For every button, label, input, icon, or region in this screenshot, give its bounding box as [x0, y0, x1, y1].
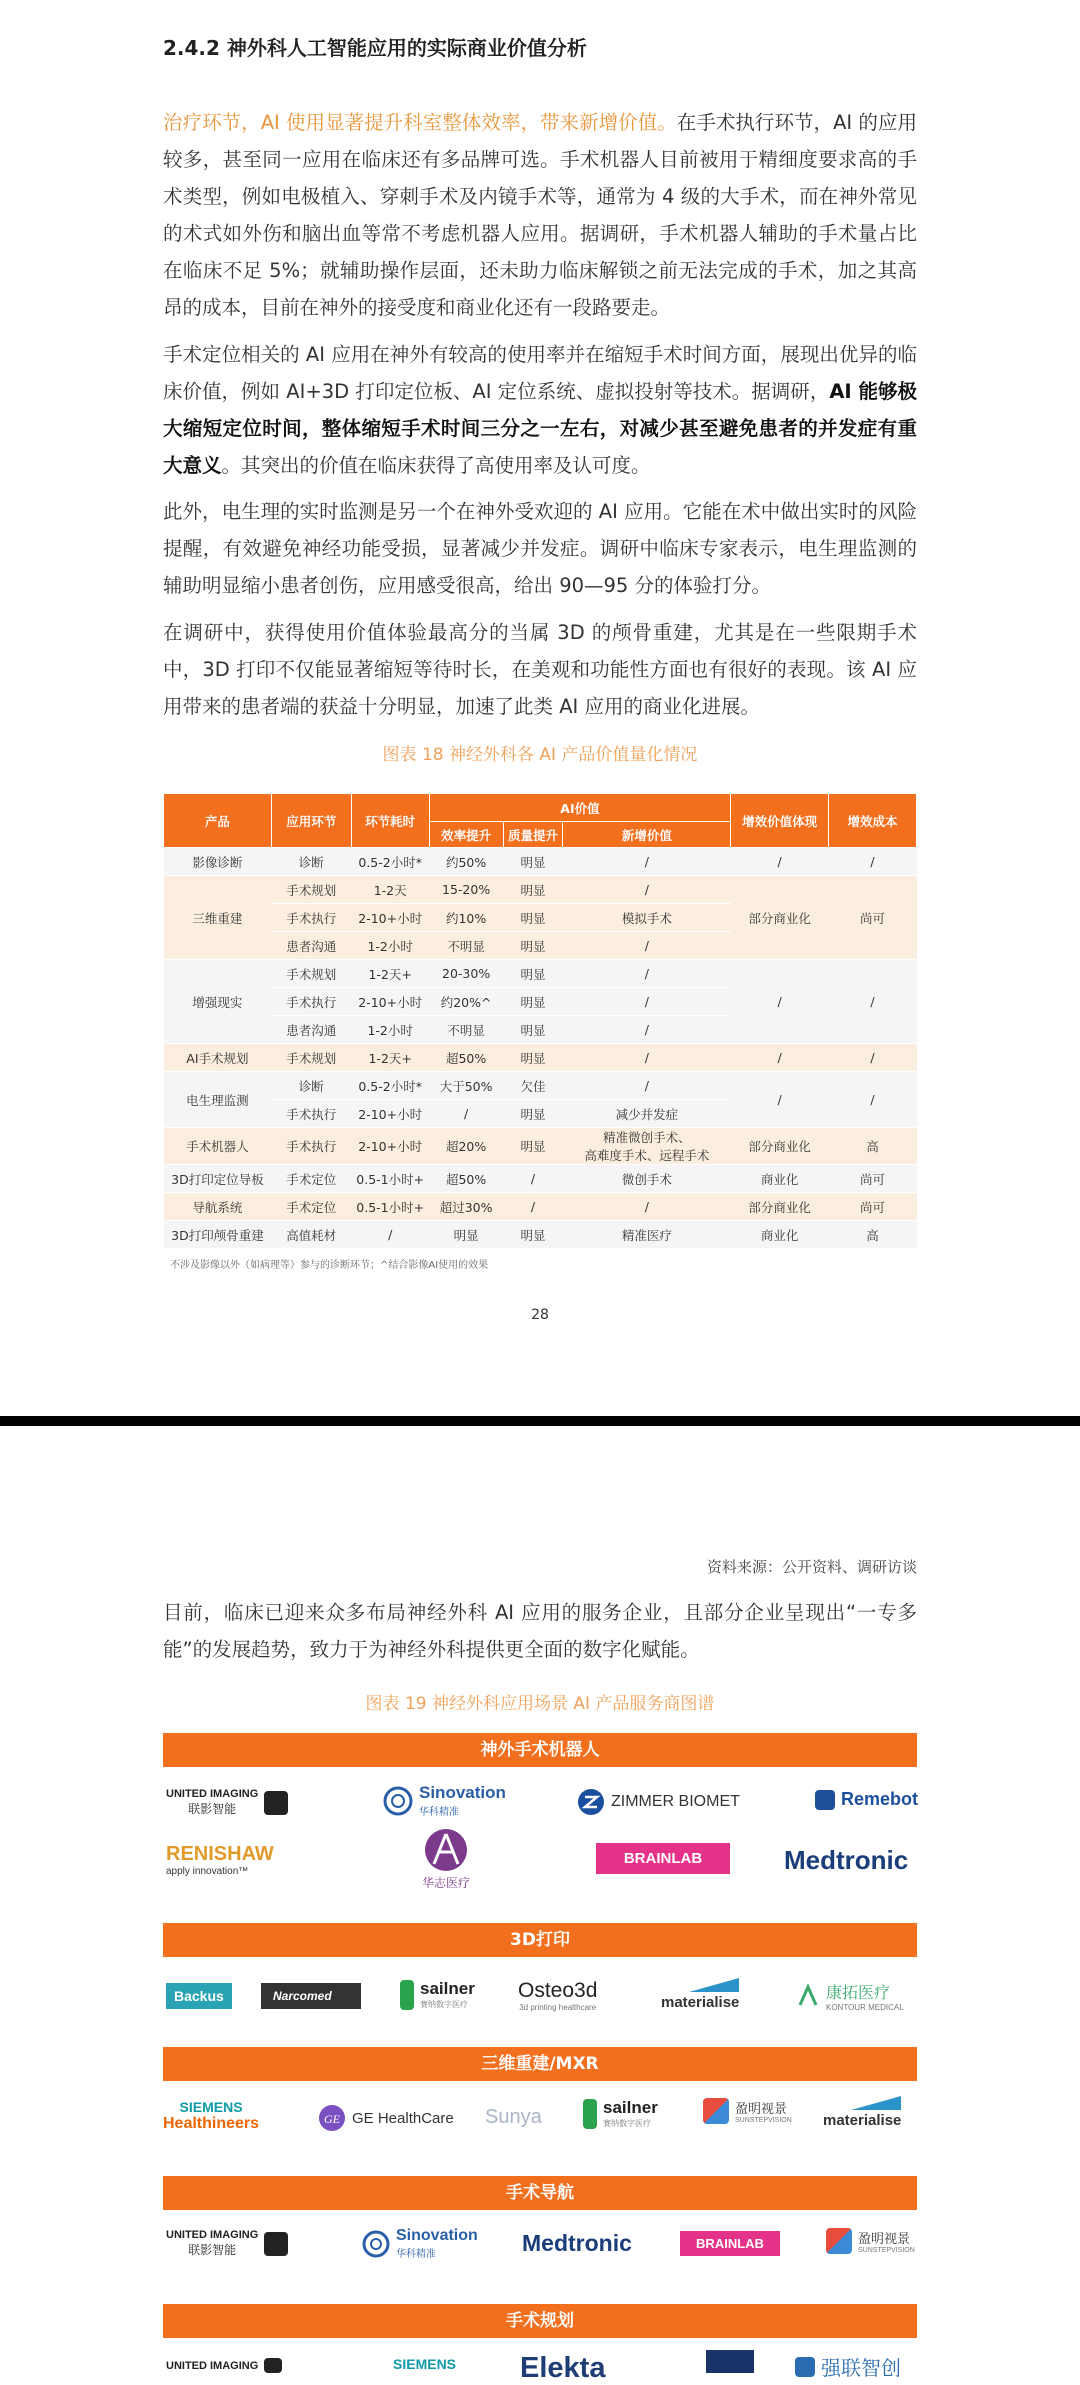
cell-stage: 手术规划 [271, 1044, 351, 1072]
logo-sailner-2: sailner 赛纳数字医疗 [583, 2098, 658, 2129]
table-row [164, 876, 917, 904]
remebot-icon [815, 1790, 835, 1810]
cell-quality: 明显 [503, 904, 563, 932]
cell-quality: 明显 [503, 1221, 563, 1249]
sailner-icon [583, 2099, 597, 2129]
cell-new-value: / [563, 1072, 731, 1100]
logo-huazhi: 华志医疗 [420, 1828, 472, 1891]
cell-time: 0.5-2小时* [351, 1072, 429, 1100]
cell-efficiency: 超50% [429, 1044, 503, 1072]
cell-cost: 高 [829, 1128, 917, 1165]
cell-product: 增强现实 [164, 960, 272, 1044]
cell-efficiency: 明显 [429, 1221, 503, 1249]
united-imaging-icon [264, 2358, 282, 2373]
header-ai-value: AI价值 [429, 794, 731, 822]
cell-stage: 手术执行 [271, 1128, 351, 1165]
kontour-icon [796, 1983, 820, 2009]
cell-cost: 尚可 [829, 1193, 917, 1221]
cell-stage: 手术规划 [271, 876, 351, 904]
cell-new-value: 精准微创手术、 高难度手术、远程手术 [563, 1128, 731, 1165]
cell-quality: 明显 [503, 1044, 563, 1072]
cell-stage: 患者沟通 [271, 1016, 351, 1044]
para1-text: 在手术执行环节，AI 的应用较多，甚至同一应用在临床还有多品牌可选。手术机器人目前被用于精细度要求高的手术类型，例如电极植入、穿刺手术及内镜手术等，通常为 4 级的大手术，而在神外常见的术式如外伤和脑出血等常不考虑机器人应用。据调研，手术机器人辅助的手术量占比在临床不足 5%；就辅助操作层面，还未助力临床解锁之前无法完成的手术，加之其高昂的成本，目前在神外的接受度和商业化还有一段路要走。 [163, 111, 917, 319]
cell-stage: 诊断 [271, 1072, 351, 1100]
header-efficiency: 效率提升 [429, 822, 503, 848]
header-stage: 应用环节 [271, 794, 351, 848]
cell-stage: 诊断 [271, 848, 351, 876]
cell-cost: / [829, 1072, 917, 1128]
logo-brainlab-2: BRAINLAB [680, 2231, 780, 2256]
cell-new-value: / [563, 876, 731, 904]
cell-product: 导航系统 [164, 1193, 272, 1221]
materialise-icon [689, 1978, 739, 1992]
sunstepvision-icon [703, 2098, 729, 2124]
logo-elekta: Elekta [520, 2352, 606, 2384]
logo-united-imaging: UNITED IMAGING 联影智能 [166, 1788, 288, 1817]
cell-product: 3D打印定位导板 [164, 1165, 272, 1193]
cell-efficiency: 超20% [429, 1128, 503, 1165]
cell-new-value: 减少并发症 [563, 1100, 731, 1128]
logo-sinovation-2: Sinovation 华科精准 [362, 2227, 478, 2260]
sinovation-icon [383, 1786, 413, 1816]
logo-sinovation: Sinovation 华科精准 [383, 1783, 506, 1818]
cell-quality: 明显 [503, 1128, 563, 1165]
united-imaging-icon [264, 2232, 288, 2256]
logo-medtronic-2: Medtronic [522, 2230, 632, 2256]
paragraph-1 [163, 104, 917, 326]
header-value-shown: 增效价值体现 [731, 794, 829, 848]
cell-time: 1-2天+ [351, 960, 429, 988]
cell-cost: 尚可 [829, 1165, 917, 1193]
united-imaging-icon [264, 1791, 288, 1815]
logo-sailner: sailner 赛纳数字医疗 [400, 1979, 475, 2010]
logo-medtronic: Medtronic [784, 1845, 909, 1875]
cell-quality: / [503, 1165, 563, 1193]
logo-united-imaging-3: UNITED IMAGING [166, 2358, 282, 2373]
logo-sunya: Sunya [485, 2106, 542, 2128]
cell-stage: 手术规划 [271, 960, 351, 988]
cell-efficiency: 15-20% [429, 876, 503, 904]
paragraph-5 [163, 1594, 917, 1668]
cell-time: 2-10+小时 [351, 904, 429, 932]
band-3d-reconstruction: 三维重建/MXR [163, 2047, 917, 2081]
cell-efficiency: 约10% [429, 904, 503, 932]
cell-value-shown: 部分商业化 [731, 1193, 829, 1221]
cell-new-value: / [563, 988, 731, 1016]
paragraph-2 [163, 336, 917, 484]
cell-efficiency: 约20%^ [429, 988, 503, 1016]
cell-value-shown: 部分商业化 [731, 1128, 829, 1165]
band-3d-printing: 3D打印 [163, 1923, 917, 1957]
cell-value-shown: / [731, 960, 829, 1044]
cell-efficiency: / [429, 1100, 503, 1128]
materialise-icon [851, 2096, 901, 2110]
badge-icon [706, 2350, 754, 2373]
cell-time: 2-10+小时 [351, 1100, 429, 1128]
logo-materialise: materialise [661, 1978, 739, 2011]
cell-efficiency: 约50% [429, 848, 503, 876]
para4-text: 在调研中，获得使用价值体验最高分的当属 3D 的颅骨重建，尤其是在一些限期手术中，3D 打印不仅能显著缩短等待时长，在美观和功能性方面也有很好的表现。该 AI 应用带来的患者端的获益十分明显，加速了此类 AI 应用的商业化进展。 [163, 621, 917, 718]
logo-narcomed: Narcomed [261, 1983, 361, 2009]
cell-new-value: 微创手术 [563, 1165, 731, 1193]
cell-time: / [351, 1221, 429, 1249]
sailner-icon [400, 1980, 414, 2010]
cell-efficiency: 20-30% [429, 960, 503, 988]
figure-18-caption: 图表 18 神经外科各 AI 产品价值量化情况 [382, 745, 698, 765]
band-surgical-planning: 手术规划 [163, 2304, 917, 2338]
cell-efficiency: 超50% [429, 1165, 503, 1193]
table-row [164, 1165, 917, 1193]
cell-time: 1-2天 [351, 876, 429, 904]
cell-time: 0.5-1小时+ [351, 1165, 429, 1193]
source-note: 资料来源：公开资料、调研访谈 [706, 1558, 917, 1576]
header-quality: 质量提升 [503, 822, 563, 848]
sunstepvision-icon [826, 2228, 852, 2254]
table-row [164, 1128, 917, 1165]
header-new-value: 新增价值 [563, 822, 731, 848]
table-row [164, 1072, 917, 1100]
logo-united-imaging-2: UNITED IMAGING 联影智能 [166, 2229, 288, 2258]
logo-siemens-healthineers: SIEMENS Healthineers [163, 2099, 260, 2132]
paragraph-3 [163, 493, 917, 604]
cell-new-value: / [563, 960, 731, 988]
cell-quality: 明显 [503, 848, 563, 876]
table-note: 不涉及影像以外（如病理等）参与的诊断环节；^结合影像AI使用的效果 [170, 1260, 489, 1271]
logo-backus: Backus [166, 1983, 232, 2009]
table-row [164, 1044, 917, 1072]
cell-quality: 明显 [503, 1016, 563, 1044]
header-cost: 增效成本 [829, 794, 917, 848]
cell-stage: 手术定位 [271, 1165, 351, 1193]
page-divider [0, 1416, 1080, 1426]
cell-time: 0.5-1小时+ [351, 1193, 429, 1221]
logo-brainlab: BRAINLAB [596, 1843, 730, 1874]
svg-text:GE: GE [324, 2112, 340, 2126]
logo-renishaw: RENISHAW apply innovation™ [166, 1843, 274, 1877]
cell-time: 1-2小时 [351, 932, 429, 960]
cell-new-value: 精准医疗 [563, 1221, 731, 1249]
logo-osteo3d: Osteo3d 3d printing healthcare [518, 1979, 598, 2012]
logo-planning-badge [706, 2350, 754, 2373]
figure-19-caption: 图表 19 神经外科应用场景 AI 产品服务商图谱 [365, 1694, 715, 1714]
cell-cost: 尚可 [829, 876, 917, 960]
band-surgical-navigation: 手术导航 [163, 2176, 917, 2210]
table-row [164, 1221, 917, 1249]
logo-sunstepvision-2: 盈明视景 SUNSTEPVISION [826, 2228, 915, 2254]
ai-value-table [163, 793, 917, 1249]
cell-product: 三维重建 [164, 876, 272, 960]
cell-cost: / [829, 960, 917, 1044]
cell-time: 1-2小时 [351, 1016, 429, 1044]
cell-efficiency: 大于50% [429, 1072, 503, 1100]
cell-new-value: / [563, 932, 731, 960]
cell-value-shown: / [731, 1044, 829, 1072]
cell-product: 手术机器人 [164, 1128, 272, 1165]
header-product: 产品 [164, 794, 272, 848]
cell-quality: 明显 [503, 988, 563, 1016]
cell-new-value: / [563, 1193, 731, 1221]
cell-cost: 高 [829, 1221, 917, 1249]
logo-kontour: 康拓医疗 KONTOUR MEDICAL [796, 1980, 904, 2012]
cell-value-shown: 商业化 [731, 1221, 829, 1249]
highlight-text: 治疗环节，AI 使用显著提升科室整体效率，带来新增价值。 [163, 111, 677, 134]
huazhi-icon [420, 1828, 472, 1872]
cell-new-value: / [563, 848, 731, 876]
cell-product: AI手术规划 [164, 1044, 272, 1072]
cell-quality: / [503, 1193, 563, 1221]
para2-text-c: 。其突出的价值在临床获得了高使用率及认可度。 [221, 454, 651, 477]
cell-efficiency: 超过30% [429, 1193, 503, 1221]
cell-product: 3D打印颅骨重建 [164, 1221, 272, 1249]
cell-stage: 手术执行 [271, 904, 351, 932]
cell-efficiency: 不明显 [429, 932, 503, 960]
cell-time: 2-10+小时 [351, 988, 429, 1016]
section-title: 2.4.2 神外科人工智能应用的实际商业价值分析 [163, 36, 587, 60]
cell-new-value: / [563, 1016, 731, 1044]
cell-new-value: / [563, 1044, 731, 1072]
cell-quality: 明显 [503, 1100, 563, 1128]
cell-product: 电生理监测 [164, 1072, 272, 1128]
cell-stage: 高值耗材 [271, 1221, 351, 1249]
cell-quality: 明显 [503, 932, 563, 960]
para2-text-a: 手术定位相关的 AI 应用在神外有较高的使用率并在缩短手术时间方面，展现出优异的临床价值，例如 AI+3D 打印定位板、AI 定位系统、虚拟投射等技术。据调研， [163, 343, 917, 403]
cell-cost: / [829, 848, 917, 876]
cell-value-shown: / [731, 848, 829, 876]
zimmer-icon [577, 1788, 605, 1816]
logo-ge-healthcare: GE GE HealthCare [318, 2104, 454, 2132]
cell-time: 2-10+小时 [351, 1128, 429, 1165]
logo-materialise-2: materialise [823, 2096, 901, 2129]
logo-sunstepvision: 盈明视景 SUNSTEPVISION [703, 2098, 792, 2124]
page-number: 28 [531, 1307, 549, 1323]
cell-time: 0.5-2小时* [351, 848, 429, 876]
paragraph-4 [163, 614, 917, 725]
para5-text: 目前，临床已迎来众多布局神经外科 AI 应用的服务企业，且部分企业呈现出“一专多能”的发展趋势，致力于为神经外科提供更全面的数字化赋能。 [163, 1601, 917, 1661]
para2-bold: AI 能够极大缩短定位时间，整体缩短手术时间三分之一左右，对减少甚至避免患者的并发症有重大意义 [163, 380, 917, 477]
cell-product: 影像诊断 [164, 848, 272, 876]
logo-zimmer-biomet: ZIMMER BIOMET [577, 1788, 740, 1816]
table-row [164, 1193, 917, 1221]
cell-value-shown: / [731, 1072, 829, 1128]
ge-icon [318, 2104, 346, 2132]
cell-quality: 明显 [503, 876, 563, 904]
cell-stage: 手术定位 [271, 1193, 351, 1221]
header-time: 环节耗时 [351, 794, 429, 848]
cell-new-value: 模拟手术 [563, 904, 731, 932]
band-surgical-robot: 神外手术机器人 [163, 1733, 917, 1767]
table-row [164, 848, 917, 876]
cell-quality: 明显 [503, 960, 563, 988]
cell-stage: 患者沟通 [271, 932, 351, 960]
cell-value-shown: 部分商业化 [731, 876, 829, 960]
cell-cost: / [829, 1044, 917, 1072]
sinovation-icon [362, 2230, 390, 2258]
cell-efficiency: 不明显 [429, 1016, 503, 1044]
para3-text: 此外，电生理的实时监测是另一个在神外受欢迎的 AI 应用。它能在术中做出实时的风险提醒，有效避免神经功能受损，显著减少并发症。调研中临床专家表示，电生理监测的辅助明显缩小患者创伤，应用感受很高，给出 90—95 分的体验打分。 [163, 500, 917, 597]
cell-stage: 手术执行 [271, 988, 351, 1016]
cell-value-shown: 商业化 [731, 1165, 829, 1193]
table-row [164, 960, 917, 988]
logo-qianglian: 强联智创 [795, 2352, 901, 2381]
logo-remebot: Remebot [815, 1789, 918, 1810]
cell-stage: 手术执行 [271, 1100, 351, 1128]
qianglian-icon [795, 2357, 815, 2377]
cell-quality: 欠佳 [503, 1072, 563, 1100]
logo-siemens: SIEMENS [393, 2356, 457, 2372]
cell-time: 1-2天+ [351, 1044, 429, 1072]
